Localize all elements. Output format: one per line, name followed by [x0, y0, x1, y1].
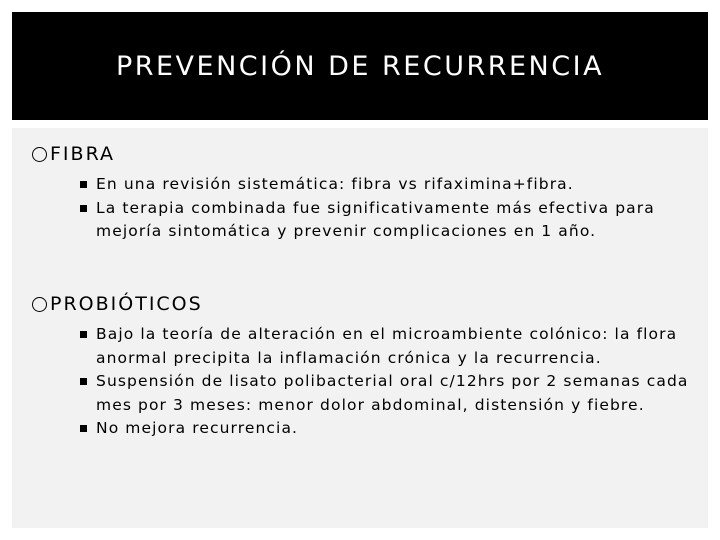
list-item [80, 173, 716, 197]
section-heading [32, 293, 716, 315]
list-item-text: Suspensión de lisato polibacterial oral c/12hrs por 2 semanas cada mes por 3 meses: menor dolor abdominal, distensión y fiebre. [96, 372, 689, 414]
list-item [80, 197, 716, 244]
list-item-text: La terapia combinada fue significativamente más efectiva para mejoría sintomática y prevenir complicaciones en 1 año. [96, 198, 655, 240]
list-item [80, 323, 716, 370]
section-heading [32, 143, 716, 165]
title-bar [12, 12, 708, 120]
hollow-circle-icon [32, 147, 47, 162]
list-item [80, 370, 716, 417]
section-probioticos [32, 293, 716, 441]
square-bullet-icon [80, 181, 87, 188]
list-item [80, 417, 716, 441]
square-bullet-icon [80, 331, 87, 338]
bullet-list [80, 323, 716, 441]
slide-title: PREVENCIÓN DE RECURRENCIA [115, 50, 605, 82]
bullet-list [80, 173, 716, 244]
square-bullet-icon [80, 425, 87, 432]
section-fibra [32, 143, 716, 244]
section-heading-label: FIBRA [50, 143, 115, 165]
section-heading-label: PROBIÓTICOS [50, 293, 203, 315]
square-bullet-icon [80, 378, 87, 385]
list-item-text: No mejora recurrencia. [96, 419, 299, 437]
list-item-text: En una revisión sistemática: fibra vs rifaximina+fibra. [96, 175, 574, 193]
list-item-text: Bajo la teoría de alteración en el microambiente colónico: la flora anormal precipita la inflamación crónica y la recurrencia. [96, 325, 678, 367]
square-bullet-icon [80, 205, 87, 212]
hollow-circle-icon [32, 297, 47, 312]
